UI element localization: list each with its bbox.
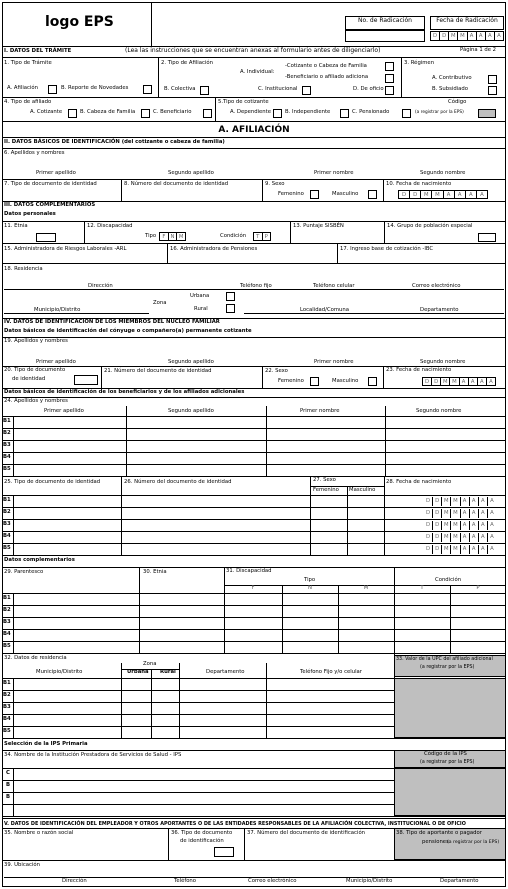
input-grupo-poblacion[interactable]	[478, 233, 496, 242]
label-cotizante-cabeza: -Cotizante o Cabeza de Familia	[285, 63, 367, 69]
fecha-radicacion-cells[interactable]: D D M M A A A A	[430, 31, 504, 41]
label-direccion: Dirección	[88, 283, 113, 289]
ben-fecha-b5[interactable]: D D M M A A A A	[424, 545, 496, 554]
disc-condicion-cells[interactable]: T P	[253, 232, 271, 241]
afiliacion-title: A. AFILIACIÓN	[218, 125, 290, 135]
label-emp-telefono: Teléfono	[174, 878, 197, 884]
label-ben-masculino: Masculino	[349, 487, 376, 493]
label-codigo: Código	[448, 99, 467, 105]
col-m: M	[363, 585, 369, 591]
input-etnia[interactable]	[36, 233, 56, 242]
col-t: T	[420, 585, 424, 591]
label-f21: 21. Número del documento de identidad	[104, 368, 212, 374]
label-f4: 4. Tipo de afiliado	[4, 99, 52, 105]
label-conyuge-femenino: Femenino	[278, 378, 304, 384]
upc-col	[394, 678, 506, 738]
row-b5-comp: B5	[3, 643, 11, 649]
row-b4: B4	[3, 454, 11, 460]
checkbox-institucional[interactable]	[302, 86, 311, 95]
instructions: (Lea las instrucciones que se encuentran anexas al formulario antes de diligenciarlo)	[125, 47, 381, 54]
label-f11: 11. Etnia	[4, 223, 28, 229]
label-f33: 33. Valor de la UPC del afiliado adicional	[396, 657, 493, 662]
ips-row-b1: B	[6, 782, 11, 788]
label-f28: 28. Fecha de nacimiento	[386, 479, 452, 485]
row-b5: B5	[3, 466, 11, 472]
checkbox-conyuge-femenino[interactable]	[310, 377, 319, 386]
ips-row-b2: B	[6, 794, 11, 800]
label-ben-disc-condicion: Condición	[435, 577, 462, 583]
checkbox-pensionado[interactable]	[402, 109, 411, 118]
label-ben-primer-apellido: Primer apellido	[44, 408, 84, 414]
label-f10: 10. Fecha de nacimiento	[386, 181, 452, 187]
ben-fecha-b3[interactable]: D D M M A A A A	[424, 521, 496, 530]
row-b4-res: B4	[3, 716, 11, 722]
label-masculino: Masculino	[332, 191, 359, 197]
label-ben-segundo-nombre: Segundo nombre	[416, 408, 462, 414]
col-f: F	[251, 585, 255, 591]
label-conyuge-primer-apellido: Primer apellido	[36, 359, 76, 365]
label-individual: A. Individual:	[240, 69, 275, 75]
label-f30: 30. Etnia	[143, 569, 167, 575]
label-f15: 15. Administradora de Riesgos Laborales -ARL	[4, 246, 127, 252]
label-f16: 16. Administradora de Pensiones	[170, 246, 258, 252]
label-correo: Correo electrónico	[412, 283, 461, 289]
label-f18: 18. Residencia	[4, 266, 43, 272]
label-segundo-nombre: Segundo nombre	[420, 170, 466, 176]
checkbox-beneficiario-adicional[interactable]	[385, 74, 394, 83]
label-f32: 32. Datos de residencia	[4, 655, 67, 661]
label-cabeza-familia: B. Cabeza de Familia	[80, 109, 136, 115]
checkbox-afiliacion[interactable]	[48, 85, 57, 94]
row-b3: B3	[3, 442, 11, 448]
label-f13: 13. Puntaje SISBÉN	[293, 223, 344, 229]
label-primer-nombre: Primer nombre	[314, 170, 354, 176]
label-f20b: de identidad	[12, 376, 46, 382]
label-f37: 37. Número del documento de identificación	[247, 830, 366, 836]
label-f34: 34. Nombre de la Institución Prestadora de Servicios de Salud - IPS	[4, 752, 182, 758]
label-emp-direccion: Dirección	[62, 878, 87, 884]
label-departamento: Departamento	[420, 307, 459, 313]
row-b1-comp: B1	[3, 595, 11, 601]
checkbox-colectiva[interactable]	[200, 86, 209, 95]
row-b1-doc: B1	[3, 497, 11, 503]
fecha-radicacion-label-text: Fecha de Radicación	[436, 17, 498, 24]
checkbox-cotizante-cabeza[interactable]	[385, 62, 394, 71]
label-codigo-sub: (a registrar por la EPS)	[415, 110, 464, 115]
label-telefono-fijo: Teléfono fijo	[240, 283, 272, 289]
label-f31: 31. Discapacidad	[226, 568, 272, 574]
label-ben-telefono: Teléfono Fijo y/o celular	[300, 669, 362, 675]
label-f24: 24. Apellidos y nombres	[4, 398, 68, 404]
label-contributivo: A. Contributivo	[432, 75, 472, 81]
label-localidad: Localidad/Comuna	[300, 307, 350, 313]
label-emp-departamento: Departamento	[440, 878, 479, 884]
section-3-title: III. DATOS COMPLEMENTARIOS	[4, 202, 96, 208]
label-ben-municipio: Municipio/Distrito	[36, 669, 83, 675]
label-f39: 39. Ubicación	[4, 862, 40, 868]
col-n: N	[308, 585, 312, 591]
checkbox-urbana[interactable]	[226, 292, 235, 301]
checkbox-masculino[interactable]	[368, 190, 377, 199]
label-f38a: 38. Tipo de aportante o pagador	[396, 830, 482, 836]
checkbox-reporte-novedades[interactable]	[143, 85, 152, 94]
fecha-nacimiento-cells[interactable]: D D M M A A A A	[398, 190, 488, 199]
row-b3-doc: B3	[3, 521, 11, 527]
checkbox-conyuge-masculino[interactable]	[368, 377, 377, 386]
label-subsidiado: B. Subsidiado	[432, 86, 468, 92]
row-b3-res: B3	[3, 704, 11, 710]
label-f5: 5.Tipo de cotizante	[218, 99, 269, 105]
label-conyuge-segundo-apellido: Segundo apellido	[168, 359, 214, 365]
label-f38c: (a registrar por la EPS)	[447, 840, 500, 845]
label-ben-departamento: Departamento	[206, 669, 245, 675]
label-ips-code: Código de la IPS	[424, 751, 467, 757]
ben-fecha-b1[interactable]: D D M M A A A A	[424, 497, 496, 506]
ips-row-c: C	[6, 770, 10, 776]
label-f3: 3. Régimen	[404, 60, 435, 66]
checkbox-cabeza-familia[interactable]	[141, 109, 150, 118]
label-rural: Rural	[194, 306, 208, 312]
label-f22: 22. Sexo	[265, 368, 288, 374]
row-b5-doc: B5	[3, 545, 11, 551]
datos-personales-title: Datos personales	[4, 211, 56, 217]
label-disc-condicion: Condición	[220, 233, 247, 239]
ips-code-col	[394, 768, 506, 816]
label-colectiva: B. Colectiva	[164, 86, 196, 92]
row-b3-comp: B3	[3, 619, 11, 625]
label-f38b: pensiones	[422, 839, 449, 845]
label-telefono-celular: Teléfono celular	[313, 283, 355, 289]
checkbox-dependiente[interactable]	[273, 109, 282, 118]
label-cotizante: A. Cotizante	[30, 109, 63, 115]
checkbox-femenino[interactable]	[310, 190, 319, 199]
label-dependiente: A. Dependiente	[230, 109, 271, 115]
checkbox-cotizante[interactable]	[68, 109, 77, 118]
label-ips-code-sub: (a registrar por la EPS)	[420, 760, 475, 765]
radicacion-label-text: No. de Radicación	[358, 17, 412, 24]
label-f19: 19. Apellidos y nombres	[4, 338, 68, 344]
label-ben-urbana: Urbana	[127, 669, 149, 675]
row-b5-res: B5	[3, 728, 11, 734]
label-f8: 8. Número del documento de identidad	[124, 181, 229, 187]
checkbox-independiente[interactable]	[340, 109, 349, 118]
label-conyuge-masculino: Masculino	[332, 378, 359, 384]
row-b2-comp: B2	[3, 607, 11, 613]
checkbox-contributivo[interactable]	[488, 75, 497, 84]
label-f14: 14. Grupo de población especial	[387, 223, 473, 229]
label-ben-segundo-apellido: Segundo apellido	[168, 408, 214, 414]
ips-title: Selección de la IPS Primaria	[4, 741, 88, 747]
label-ben-primer-nombre: Primer nombre	[300, 408, 340, 414]
section-5-title: V. DATOS DE IDENTIFICACIÓN DEL EMPLEADOR Y OTROS APORTANTES O DE LAS ENTIDADES RESPONSABLES DE LA AFILIACIÓN COLECTIVA, INSTITUCIONAL O DE OFICIO	[4, 821, 466, 827]
label-f12: 12. Discapacidad	[87, 223, 133, 229]
label-beneficiario: C. Beneficiario	[153, 109, 192, 115]
label-ben-disc-tipo: Tipo	[304, 577, 316, 583]
checkbox-beneficiario[interactable]	[203, 109, 212, 118]
label-independiente: B. Independiente	[285, 109, 331, 115]
label-emp-municipio: Municipio/Distrito	[346, 878, 393, 884]
label-municipio: Municipio/Distrito	[34, 307, 81, 313]
datos-complementarios-title: Datos complementarios	[4, 557, 75, 563]
row-b4-doc: B4	[3, 533, 11, 539]
row-b2-res: B2	[3, 692, 11, 698]
checkbox-rural[interactable]	[226, 304, 235, 313]
label-pensionado: C. Pensionado	[352, 109, 390, 115]
ben-fecha-b4[interactable]: D D M M A A A A	[424, 533, 496, 542]
label-f36b: de identificación	[180, 838, 224, 844]
ben-fecha-b2[interactable]: D D M M A A A A	[424, 509, 496, 518]
row-b4-comp: B4	[3, 631, 11, 637]
label-disc-tipo: Tipo	[145, 233, 157, 239]
label-f36a: 36. Tipo de documento	[171, 830, 233, 836]
label-zona: Zona	[153, 300, 167, 306]
conyuge-title: Datos básicos de identificación del cónyuge o compañero(a) permanente cotizante	[4, 328, 252, 334]
label-conyuge-primer-nombre: Primer nombre	[314, 359, 354, 365]
label-f6: 6. Apellidos y nombres	[4, 150, 65, 156]
label-emp-correo: Correo electrónico	[248, 878, 297, 884]
row-b1-res: B1	[3, 680, 11, 686]
label-f29: 29. Parentesco	[4, 569, 44, 575]
beneficiarios-title: Datos básicos de identificación de los beneficiarios y de los afiliados adicionales	[4, 389, 245, 395]
logo-text: logo EPS	[45, 14, 114, 30]
checkbox-de-oficio[interactable]	[385, 86, 394, 95]
label-f20a: 20. Tipo de documento	[4, 367, 66, 373]
label-f35: 35. Nombre o razón social	[4, 830, 74, 836]
label-f2: 2. Tipo de Afiliación	[161, 60, 214, 66]
section-4-title: IV. DATOS DE IDENTIFICACIÓN DE LOS MIEMBROS DEL NÚCLEO FAMILIAR	[4, 319, 220, 325]
label-reporte-novedades: B. Reporte de Novedades	[61, 85, 129, 91]
label-ben-femenino: Femenino	[313, 487, 339, 493]
label-f26: 26. Número del documento de identidad	[124, 479, 232, 485]
page-number: Página 1 de 2	[460, 47, 497, 53]
label-primer-apellido: Primer apellido	[36, 170, 76, 176]
label-beneficiario-adicional: -Beneficiario o afiliado adiciona	[285, 74, 369, 80]
section-2-title: II. DATOS BÁSICOS DE IDENTIFICACIÓN (del cotizante o cabeza de familia)	[4, 139, 225, 145]
label-conyuge-segundo-nombre: Segundo nombre	[420, 359, 466, 365]
codigo-eps-field	[478, 109, 496, 118]
label-institucional: C. Institucional	[258, 86, 298, 92]
label-f33-sub: (a registrar por la EPS)	[420, 665, 475, 670]
label-f17: 17. Ingreso base de cotización -IBC	[340, 246, 434, 252]
row-b2-doc: B2	[3, 509, 11, 515]
label-f25: 25. Tipo de documento de identidad	[4, 479, 101, 485]
label-f9: 9. Sexo	[265, 181, 285, 187]
label-ben-zona: Zona	[143, 661, 157, 667]
label-f1: 1. Tipo de Trámite	[4, 60, 52, 66]
input-apellidos-nombres[interactable]	[4, 159, 504, 170]
checkbox-subsidiado[interactable]	[488, 86, 497, 95]
label-segundo-apellido: Segundo apellido	[168, 170, 214, 176]
label-f27: 27. Sexo	[313, 477, 336, 483]
label-femenino: Femenino	[278, 191, 304, 197]
radicacion-input[interactable]	[345, 30, 425, 42]
conyuge-fecha-cells[interactable]: D D M M A A A A	[422, 377, 496, 386]
disc-tipo-cells[interactable]: F N M	[159, 232, 186, 241]
input-conyuge-tipo-doc[interactable]	[74, 375, 98, 385]
label-ben-rural: Rural	[160, 669, 176, 675]
label-f7: 7. Tipo de documento de identidad	[4, 181, 97, 187]
label-de-oficio: D. De oficio	[353, 86, 384, 92]
label-urbana: Urbana	[190, 293, 210, 299]
row-b2: B2	[3, 430, 11, 436]
label-afiliacion: A. Afiliación	[7, 85, 39, 91]
col-p: P	[476, 585, 480, 591]
input-tipo-doc-empleador[interactable]	[214, 847, 234, 857]
row-b1: B1	[3, 418, 11, 424]
section-1-title: I. DATOS DEL TRÁMITE	[4, 48, 72, 54]
label-f23: 23. Fecha de nacimiento	[386, 367, 452, 373]
